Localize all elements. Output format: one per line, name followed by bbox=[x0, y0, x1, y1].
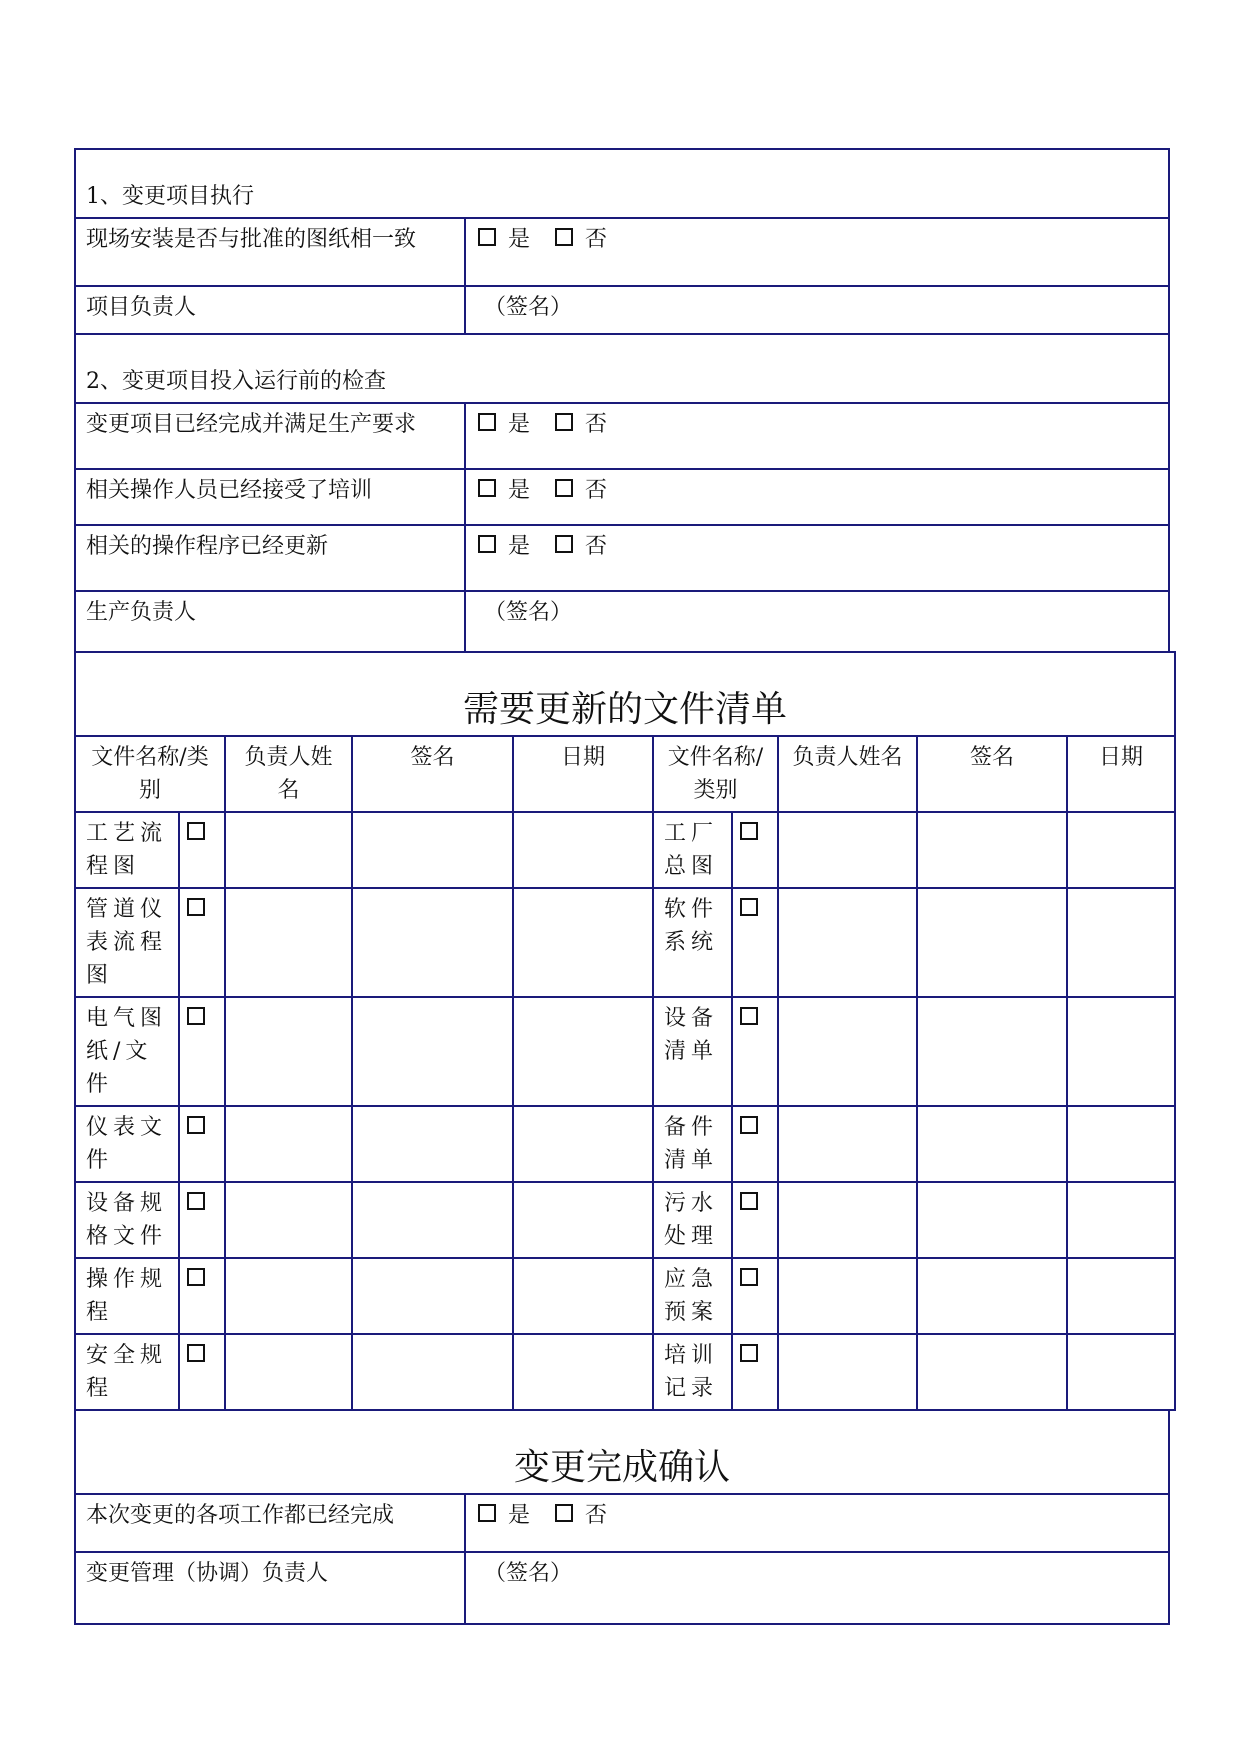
signature-cell[interactable] bbox=[917, 997, 1067, 1106]
yes-no-field bbox=[465, 403, 1169, 469]
file-category: 软件系统 bbox=[653, 888, 732, 997]
file-category: 仪表文件 bbox=[75, 1106, 179, 1182]
header-date: 日期 bbox=[1067, 736, 1175, 812]
yes-label: 是 bbox=[508, 534, 531, 559]
header-signature: 签名 bbox=[917, 736, 1067, 812]
date-cell[interactable] bbox=[513, 888, 653, 997]
owner-cell[interactable] bbox=[778, 997, 917, 1106]
owner-cell[interactable] bbox=[225, 888, 352, 997]
file-checkbox[interactable] bbox=[187, 1192, 205, 1210]
date-cell[interactable] bbox=[1067, 1334, 1175, 1410]
header-date: 日期 bbox=[513, 736, 653, 812]
no-label: 否 bbox=[585, 1503, 608, 1528]
file-list-title: 需要更新的文件清单 bbox=[75, 652, 1175, 736]
file-category: 操作规程 bbox=[75, 1258, 179, 1334]
row-label: 变更项目已经完成并满足生产要求 bbox=[75, 403, 465, 469]
signature-field[interactable]: （签名） bbox=[465, 1552, 1169, 1624]
owner-cell[interactable] bbox=[778, 1106, 917, 1182]
owner-cell[interactable] bbox=[778, 888, 917, 997]
no-label: 否 bbox=[585, 478, 608, 503]
signature-cell[interactable] bbox=[917, 888, 1067, 997]
yes-checkbox[interactable] bbox=[478, 228, 496, 246]
date-cell[interactable] bbox=[1067, 1182, 1175, 1258]
yes-checkbox[interactable] bbox=[478, 1504, 496, 1522]
date-cell[interactable] bbox=[513, 997, 653, 1106]
yes-no-field bbox=[465, 218, 1169, 286]
no-checkbox[interactable] bbox=[555, 228, 573, 246]
file-checkbox[interactable] bbox=[740, 898, 758, 916]
section2-heading: 2、变更项目投入运行前的检查 bbox=[75, 334, 1169, 403]
yes-no-field bbox=[465, 1494, 1169, 1552]
signature-cell[interactable] bbox=[352, 1106, 513, 1182]
no-checkbox[interactable] bbox=[555, 1504, 573, 1522]
file-checkbox[interactable] bbox=[740, 1192, 758, 1210]
file-checkbox[interactable] bbox=[740, 1268, 758, 1286]
completion-title: 变更完成确认 bbox=[75, 1410, 1169, 1494]
owner-cell[interactable] bbox=[225, 1258, 352, 1334]
file-category: 工艺流程图 bbox=[75, 812, 179, 888]
file-category: 应急预案 bbox=[653, 1258, 732, 1334]
signature-cell[interactable] bbox=[352, 888, 513, 997]
date-cell[interactable] bbox=[1067, 1106, 1175, 1182]
date-cell[interactable] bbox=[513, 1334, 653, 1410]
header-file-name: 文件名称/类别 bbox=[75, 736, 225, 812]
file-checkbox[interactable] bbox=[187, 1268, 205, 1286]
signature-cell[interactable] bbox=[352, 1334, 513, 1410]
completion-table bbox=[74, 1409, 1170, 1625]
file-checkbox[interactable] bbox=[187, 1344, 205, 1362]
no-checkbox[interactable] bbox=[555, 479, 573, 497]
date-cell[interactable] bbox=[1067, 1258, 1175, 1334]
date-cell[interactable] bbox=[513, 1106, 653, 1182]
file-checkbox[interactable] bbox=[187, 1116, 205, 1134]
owner-cell[interactable] bbox=[778, 1182, 917, 1258]
file-checkbox[interactable] bbox=[187, 822, 205, 840]
file-category: 管道仪表流程图 bbox=[75, 888, 179, 997]
owner-cell[interactable] bbox=[225, 1182, 352, 1258]
date-cell[interactable] bbox=[513, 1258, 653, 1334]
no-checkbox[interactable] bbox=[555, 413, 573, 431]
table-row bbox=[75, 997, 1175, 1106]
row-label: 相关操作人员已经接受了培训 bbox=[75, 469, 465, 525]
signature-field[interactable]: （签名） bbox=[465, 591, 1169, 652]
file-category: 备件清单 bbox=[653, 1106, 732, 1182]
signature-cell[interactable] bbox=[917, 1106, 1067, 1182]
signature-cell[interactable] bbox=[352, 1182, 513, 1258]
no-checkbox[interactable] bbox=[555, 535, 573, 553]
file-category: 设备清单 bbox=[653, 997, 732, 1106]
file-category: 污水处理 bbox=[653, 1182, 732, 1258]
owner-cell[interactable] bbox=[778, 1334, 917, 1410]
owner-cell[interactable] bbox=[225, 1106, 352, 1182]
date-cell[interactable] bbox=[513, 1182, 653, 1258]
change-form bbox=[74, 148, 1176, 1625]
table-row bbox=[75, 812, 1175, 888]
date-cell[interactable] bbox=[1067, 812, 1175, 888]
yes-label: 是 bbox=[508, 227, 531, 252]
section1-heading: 1、变更项目执行 bbox=[75, 149, 1169, 218]
yes-checkbox[interactable] bbox=[478, 413, 496, 431]
date-cell[interactable] bbox=[513, 812, 653, 888]
file-checkbox[interactable] bbox=[740, 1116, 758, 1134]
execution-check-table bbox=[74, 148, 1170, 653]
file-category: 培训记录 bbox=[653, 1334, 732, 1410]
row-label: 项目负责人 bbox=[75, 286, 465, 334]
table-row bbox=[75, 1258, 1175, 1334]
header-file-name: 文件名称/类别 bbox=[653, 736, 778, 812]
file-checkbox[interactable] bbox=[187, 1007, 205, 1025]
table-row bbox=[75, 1106, 1175, 1182]
row-label: 变更管理（协调）负责人 bbox=[75, 1552, 465, 1624]
yes-label: 是 bbox=[508, 478, 531, 503]
table-row bbox=[75, 888, 1175, 997]
signature-cell[interactable] bbox=[917, 812, 1067, 888]
owner-cell[interactable] bbox=[778, 812, 917, 888]
date-cell[interactable] bbox=[1067, 888, 1175, 997]
no-label: 否 bbox=[585, 227, 608, 252]
signature-cell[interactable] bbox=[352, 812, 513, 888]
file-category: 电气图纸/文件 bbox=[75, 997, 179, 1106]
yes-checkbox[interactable] bbox=[478, 535, 496, 553]
table-row bbox=[75, 1334, 1175, 1410]
header-owner: 负责人姓名 bbox=[778, 736, 917, 812]
owner-cell[interactable] bbox=[225, 1334, 352, 1410]
header-signature: 签名 bbox=[352, 736, 513, 812]
file-checkbox[interactable] bbox=[740, 822, 758, 840]
row-label: 相关的操作程序已经更新 bbox=[75, 525, 465, 591]
file-checkbox[interactable] bbox=[187, 898, 205, 916]
file-checkbox[interactable] bbox=[740, 1007, 758, 1025]
yes-label: 是 bbox=[508, 1503, 531, 1528]
row-label: 本次变更的各项工作都已经完成 bbox=[75, 1494, 465, 1552]
file-checkbox[interactable] bbox=[740, 1344, 758, 1362]
no-label: 否 bbox=[585, 412, 608, 437]
yes-checkbox[interactable] bbox=[478, 479, 496, 497]
file-category: 工厂总图 bbox=[653, 812, 732, 888]
signature-cell[interactable] bbox=[917, 1258, 1067, 1334]
file-list-table bbox=[74, 651, 1176, 1411]
yes-no-field bbox=[465, 469, 1169, 525]
signature-cell[interactable] bbox=[352, 997, 513, 1106]
date-cell[interactable] bbox=[1067, 997, 1175, 1106]
owner-cell[interactable] bbox=[778, 1258, 917, 1334]
owner-cell[interactable] bbox=[225, 812, 352, 888]
yes-label: 是 bbox=[508, 412, 531, 437]
signature-cell[interactable] bbox=[917, 1182, 1067, 1258]
table-row bbox=[75, 1182, 1175, 1258]
owner-cell[interactable] bbox=[225, 997, 352, 1106]
signature-field[interactable]: （签名） bbox=[465, 286, 1169, 334]
row-label: 生产负责人 bbox=[75, 591, 465, 652]
file-category: 设备规格文件 bbox=[75, 1182, 179, 1258]
file-category: 安全规程 bbox=[75, 1334, 179, 1410]
signature-cell[interactable] bbox=[917, 1334, 1067, 1410]
row-label: 现场安装是否与批准的图纸相一致 bbox=[75, 218, 465, 286]
header-owner: 负责人姓名 bbox=[225, 736, 352, 812]
no-label: 否 bbox=[585, 534, 608, 559]
signature-cell[interactable] bbox=[352, 1258, 513, 1334]
yes-no-field bbox=[465, 525, 1169, 591]
